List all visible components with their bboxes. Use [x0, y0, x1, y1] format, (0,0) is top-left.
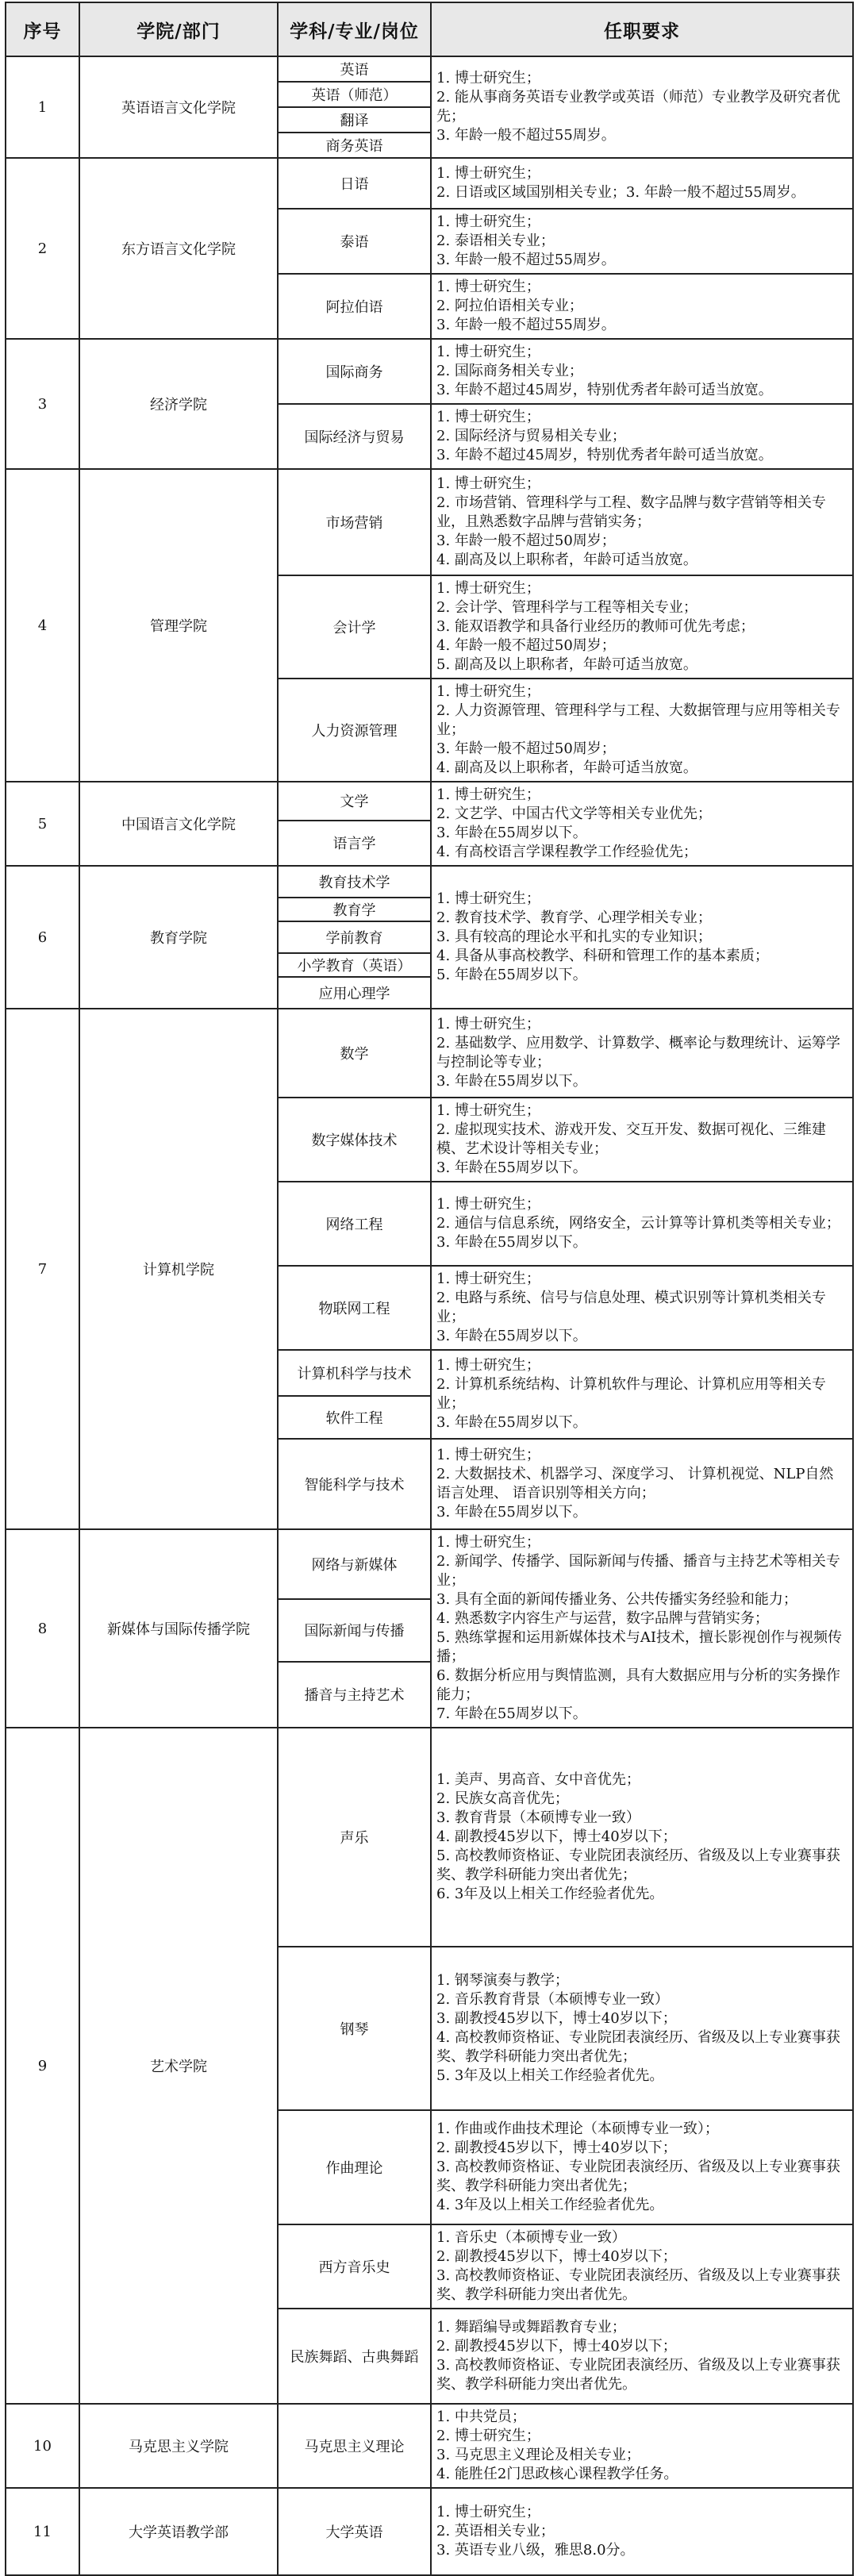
requirement-line: 1. 博士研究生；: [436, 1357, 540, 1374]
requirement-line: 2. 副教授45岁以下，博士40岁以下；: [436, 2338, 677, 2355]
subject-cell: 网络工程: [278, 1182, 431, 1266]
requirement-line: 2. 人力资源管理、管理科学与工程、大数据管理与应用等相关专业；: [436, 702, 840, 738]
subject-cell: 日语: [278, 158, 431, 209]
requirement-line: 3. 马克思主义理论及相关专业；: [436, 2447, 640, 2463]
requirement-line: 3. 高校教师资格证、专业院团表演经历、省级及以上专业赛事获奖、教学科研能力突出者优先。: [436, 2267, 840, 2303]
requirement-line: 2. 民族女高音优先；: [436, 1790, 569, 1807]
requirements-cell: [431, 1439, 853, 1529]
subject-cell: 钢琴: [278, 1947, 431, 2110]
requirement-line: 2. 教育技术学、教育学、心理学相关专业；: [436, 909, 712, 926]
requirement-line: 1. 作曲或作曲技术理论（本硕博专业一致）；: [436, 2120, 719, 2137]
college-cell: 管理学院: [79, 469, 278, 782]
requirement-line: 4. 副教授45岁以下，博士40岁以下；: [436, 1828, 677, 1845]
subject-cell: 智能科学与技术: [278, 1439, 431, 1529]
subject-cell: 文学: [278, 782, 431, 821]
requirement-line: 2. 国际经济与贸易相关专业；: [436, 428, 626, 444]
requirement-line: 1. 博士研究生；: [436, 409, 540, 425]
requirement-line: 6. 3年及以上相关工作经验者优先。: [436, 1886, 664, 1902]
college-cell: 英语语言文化学院: [79, 56, 278, 158]
subject-cell: 网络与新媒体: [278, 1529, 431, 1599]
subject-cell: 教育学: [278, 898, 431, 921]
subject-cell: 英语: [278, 56, 431, 82]
requirements-cell: [431, 1266, 853, 1350]
recruitment-table-container: [5, 2, 852, 2576]
college-cell: 东方语言文化学院: [79, 158, 278, 339]
subject-cell: 国际经济与贸易: [278, 404, 431, 469]
requirement-line: 2. 通信与信息系统，网络安全，云计算等计算机类等相关专业；: [436, 1215, 840, 1232]
requirement-line: 1. 博士研究生；: [436, 2504, 540, 2520]
requirement-line: 1. 美声、男高音、女中音优先；: [436, 1771, 640, 1788]
subject-cell: 市场营销: [278, 469, 431, 575]
requirement-line: 5. 高校教师资格证、专业院团表演经历、省级及以上专业赛事获奖、教学科研能力突出者优先；: [436, 1847, 840, 1883]
row-index-cell: 9: [6, 1728, 79, 2404]
requirement-line: 3. 具有较高的理论水平和扎实的专业知识；: [436, 929, 712, 945]
requirement-line: 1. 博士研究生；: [436, 70, 540, 87]
table-row: [6, 1009, 853, 1098]
requirement-line: 2. 大数据技术、机器学习、深度学习、 计算机视觉、NLP自然语言处理、 语音识别等相关方向；: [436, 1466, 834, 1501]
row-index-cell: 11: [6, 2488, 79, 2575]
requirement-line: 5. 副高及以上职称者，年龄可适当放宽。: [436, 656, 698, 673]
subject-cell: 物联网工程: [278, 1266, 431, 1350]
requirements-cell: [431, 1182, 853, 1266]
requirement-line: 3. 年龄一般不超过50周岁；: [436, 740, 616, 757]
subject-cell: 泰语: [278, 209, 431, 274]
subject-cell: 阿拉伯语: [278, 274, 431, 339]
requirement-line: 2. 能从事商务英语专业教学或英语（师范）专业教学及研究者优先；: [436, 89, 840, 125]
requirements-cell: [431, 782, 853, 866]
requirement-line: 2. 新闻学、传播学、国际新闻与传播、播音与主持艺术等相关专业；: [436, 1553, 840, 1589]
requirement-line: 1. 博士研究生；: [436, 1271, 540, 1287]
requirement-line: 3. 能双语教学和具备行业经历的教师可优先考虑；: [436, 618, 755, 635]
requirements-cell: [431, 158, 853, 209]
requirement-line: 4. 具备从事高校教学、科研和管理工作的基本素质；: [436, 948, 769, 964]
requirement-line: 2. 国际商务相关专业；: [436, 363, 583, 379]
requirement-line: 1. 博士研究生；: [436, 1447, 540, 1463]
table-row: [6, 1728, 853, 1947]
row-index-cell: 8: [6, 1529, 79, 1728]
requirement-line: 3. 年龄在55周岁以下。: [436, 1504, 587, 1521]
subject-cell: 学前教育: [278, 921, 431, 953]
requirement-line: 4. 副高及以上职称者，年龄可适当放宽。: [436, 759, 698, 776]
requirement-line: 2. 英语相关专业；: [436, 2523, 555, 2539]
requirement-line: 3. 年龄在55周岁以下。: [436, 1414, 587, 1431]
subject-cell: 人力资源管理: [278, 679, 431, 782]
requirements-cell: [431, 2110, 853, 2224]
subject-cell: 大学英语: [278, 2488, 431, 2575]
college-cell: 大学英语教学部: [79, 2488, 278, 2575]
college-cell: 教育学院: [79, 866, 278, 1009]
header-row: [6, 2, 853, 56]
requirement-line: 3. 教育背景（本硕博专业一致）: [436, 1809, 640, 1826]
requirements-cell: [431, 2224, 853, 2309]
requirement-line: 3. 年龄在55周岁以下。: [436, 1159, 587, 1176]
requirement-line: 1. 博士研究生；: [436, 1016, 540, 1032]
subject-cell: 英语（师范）: [278, 82, 431, 107]
row-index-cell: 1: [6, 56, 79, 158]
requirement-line: 3. 年龄在55周岁以下。: [436, 1328, 587, 1344]
requirement-line: 6. 数据分析应用与舆情监测，具有大数据应用与分析的实务操作能力；: [436, 1667, 840, 1703]
requirement-line: 4. 年龄一般不超过50周岁；: [436, 637, 616, 654]
requirements-cell: [431, 2309, 853, 2404]
requirement-line: 3. 高校教师资格证、专业院团表演经历、省级及以上专业赛事获奖、教学科研能力突出者优先；: [436, 2159, 840, 2194]
table-row: [6, 782, 853, 821]
requirement-line: 3. 年龄一般不超过50周岁；: [436, 533, 616, 549]
table-body: [6, 56, 853, 2575]
row-index-cell: 4: [6, 469, 79, 782]
requirements-cell: [431, 2488, 853, 2575]
requirement-line: 3. 年龄一般不超过55周岁。: [436, 127, 616, 144]
table-row: [6, 1529, 853, 1599]
subject-cell: 语言学: [278, 821, 431, 866]
requirement-line: 3. 年龄在55周岁以下。: [436, 825, 587, 841]
subject-cell: 计算机科学与技术: [278, 1350, 431, 1396]
header-college: 学院/部门: [79, 2, 278, 56]
recruitment-table: [5, 2, 854, 2576]
requirements-cell: [431, 209, 853, 274]
requirements-cell: [431, 866, 853, 1009]
requirement-line: 1. 博士研究生；: [436, 165, 540, 182]
college-cell: 新媒体与国际传播学院: [79, 1529, 278, 1728]
requirement-line: 3. 副教授45岁以下，博士40岁以下；: [436, 2010, 677, 2027]
requirement-line: 7. 年龄在55周岁以下。: [436, 1705, 587, 1722]
subject-cell: 翻译: [278, 107, 431, 133]
requirements-cell: [431, 339, 853, 404]
requirement-line: 3. 年龄一般不超过55周岁。: [436, 252, 616, 268]
requirement-line: 3. 具有全面的新闻传播业务、公共传播实务经验和能力；: [436, 1591, 797, 1608]
requirement-line: 1. 博士研究生；: [436, 475, 540, 492]
requirement-line: 1. 博士研究生；: [436, 213, 540, 230]
requirement-line: 1. 音乐史（本硕博专业一致）: [436, 2229, 626, 2246]
requirement-line: 3. 年龄在55周岁以下。: [436, 1234, 587, 1251]
college-cell: 马克思主义学院: [79, 2404, 278, 2488]
requirement-line: 3. 高校教师资格证、专业院团表演经历、省级及以上专业赛事获奖、教学科研能力突出者优先。: [436, 2357, 840, 2393]
row-index-cell: 7: [6, 1009, 79, 1529]
requirement-line: 4. 副高及以上职称者，年龄可适当放宽。: [436, 552, 698, 568]
requirement-line: 1. 博士研究生；: [436, 580, 540, 597]
requirements-cell: [431, 1350, 853, 1439]
requirements-cell: [431, 1529, 853, 1728]
requirements-cell: [431, 1009, 853, 1098]
requirement-line: 2. 基础数学、应用数学、计算数学、概率论与数理统计、运筹学与控制论等专业；: [436, 1035, 840, 1071]
table-row: [6, 469, 853, 575]
subject-cell: 教育技术学: [278, 866, 431, 898]
row-index-cell: 10: [6, 2404, 79, 2488]
requirement-line: 2. 文艺学、中国古代文学等相关专业优先；: [436, 805, 712, 822]
table-row: [6, 158, 853, 209]
subject-cell: 马克思主义理论: [278, 2404, 431, 2488]
requirement-line: 4. 有高校语言学课程教学工作经验优先；: [436, 844, 698, 860]
requirement-line: 2. 副教授45岁以下，博士40岁以下；: [436, 2140, 677, 2156]
requirement-line: 1. 博士研究生；: [436, 683, 540, 700]
requirement-line: 1. 博士研究生；: [436, 786, 540, 803]
requirement-line: 1. 博士研究生；: [436, 1102, 540, 1119]
requirement-line: 2. 博士研究生；: [436, 2428, 540, 2444]
table-row: [6, 56, 853, 82]
requirement-line: 4. 高校教师资格证、专业院团表演经历、省级及以上专业赛事获奖、教学科研能力突出者优先；: [436, 2029, 840, 2065]
requirements-cell: [431, 404, 853, 469]
requirement-line: 1. 舞蹈编导或舞蹈教育专业；: [436, 2319, 626, 2336]
subject-cell: 数字媒体技术: [278, 1098, 431, 1182]
table-row: [6, 339, 853, 404]
requirement-line: 1. 博士研究生；: [436, 890, 540, 907]
requirement-line: 3. 年龄不超过45周岁，特别优秀者年龄可适当放宽。: [436, 447, 773, 463]
requirement-line: 1. 博士研究生；: [436, 1534, 540, 1551]
header-requirements: 任职要求: [431, 2, 853, 56]
subject-cell: 会计学: [278, 575, 431, 679]
requirement-line: 1. 博士研究生；: [436, 279, 540, 295]
table-row: [6, 866, 853, 898]
college-cell: 艺术学院: [79, 1728, 278, 2404]
college-cell: 中国语言文化学院: [79, 782, 278, 866]
requirement-line: 1. 博士研究生；: [436, 1196, 540, 1213]
requirement-line: 2. 日语或区域国别相关专业；3. 年龄一般不超过55周岁。: [436, 184, 805, 201]
subject-cell: 数学: [278, 1009, 431, 1098]
row-index-cell: 5: [6, 782, 79, 866]
subject-cell: 商务英语: [278, 133, 431, 158]
subject-cell: 小学教育（英语）: [278, 953, 431, 977]
requirement-line: 4. 能胜任2门思政核心课程教学任务。: [436, 2466, 678, 2482]
row-index-cell: 3: [6, 339, 79, 469]
requirement-line: 2. 会计学、管理科学与工程等相关专业；: [436, 599, 698, 616]
college-cell: 经济学院: [79, 339, 278, 469]
requirements-cell: [431, 679, 853, 782]
subject-cell: 国际新闻与传播: [278, 1599, 431, 1662]
table-row: [6, 2488, 853, 2575]
requirements-cell: [431, 56, 853, 158]
requirements-cell: [431, 1728, 853, 1947]
subject-cell: 播音与主持艺术: [278, 1662, 431, 1728]
subject-cell: 软件工程: [278, 1396, 431, 1439]
requirement-line: 3. 年龄不超过45周岁，特别优秀者年龄可适当放宽。: [436, 382, 773, 398]
row-index-cell: 2: [6, 158, 79, 339]
subject-cell: 西方音乐史: [278, 2224, 431, 2309]
requirements-cell: [431, 575, 853, 679]
requirement-line: 2. 计算机系统结构、计算机软件与理论、计算机应用等相关专业；: [436, 1376, 826, 1412]
requirements-cell: [431, 469, 853, 575]
requirement-line: 2. 虚拟现实技术、游戏开发、交互开发、数据可视化、三维建模、艺术设计等相关专业；: [436, 1121, 826, 1157]
requirements-cell: [431, 2404, 853, 2488]
requirement-line: 5. 3年及以上相关工作经验者优先。: [436, 2067, 664, 2084]
subject-cell: 声乐: [278, 1728, 431, 1947]
subject-cell: 作曲理论: [278, 2110, 431, 2224]
requirement-line: 5. 熟练掌握和运用新媒体技术与AI技术，擅长影视创作与视频传播；: [436, 1629, 843, 1665]
subject-cell: 国际商务: [278, 339, 431, 404]
requirement-line: 4. 熟悉数字内容生产与运营，数字品牌与营销实务；: [436, 1610, 769, 1627]
requirement-line: 2. 音乐教育背景（本硕博专业一致）: [436, 1991, 669, 2008]
requirements-cell: [431, 274, 853, 339]
requirement-line: 2. 电路与系统、信号与信息处理、模式识别等计算机类相关专业；: [436, 1290, 826, 1325]
header-subject: 学科/专业/岗位: [278, 2, 431, 56]
requirement-line: 3. 英语专业八级，雅思8.0分。: [436, 2542, 635, 2559]
requirements-cell: [431, 1947, 853, 2110]
subject-cell: 民族舞蹈、古典舞蹈: [278, 2309, 431, 2404]
table-row: [6, 2404, 853, 2488]
header-index: 序号: [6, 2, 79, 56]
requirements-cell: [431, 1098, 853, 1182]
requirement-line: 2. 阿拉伯语相关专业；: [436, 298, 583, 314]
requirement-line: 3. 年龄在55周岁以下。: [436, 1073, 587, 1090]
requirement-line: 2. 泰语相关专业；: [436, 233, 555, 249]
college-cell: 计算机学院: [79, 1009, 278, 1529]
subject-cell: 应用心理学: [278, 977, 431, 1009]
row-index-cell: 6: [6, 866, 79, 1009]
requirement-line: 2. 副教授45岁以下，博士40岁以下；: [436, 2248, 677, 2265]
requirement-line: 1. 钢琴演奏与教学；: [436, 1972, 569, 1989]
requirement-line: 1. 中共党员；: [436, 2409, 526, 2425]
requirement-line: 3. 年龄一般不超过55周岁。: [436, 317, 616, 333]
requirement-line: 4. 3年及以上相关工作经验者优先。: [436, 2197, 664, 2213]
requirement-line: 1. 博士研究生；: [436, 344, 540, 360]
requirement-line: 5. 年龄在55周岁以下。: [436, 967, 587, 983]
requirement-line: 2. 市场营销、管理科学与工程、数字品牌与数字营销等相关专业，且熟悉数字品牌与营销实务；: [436, 494, 826, 530]
